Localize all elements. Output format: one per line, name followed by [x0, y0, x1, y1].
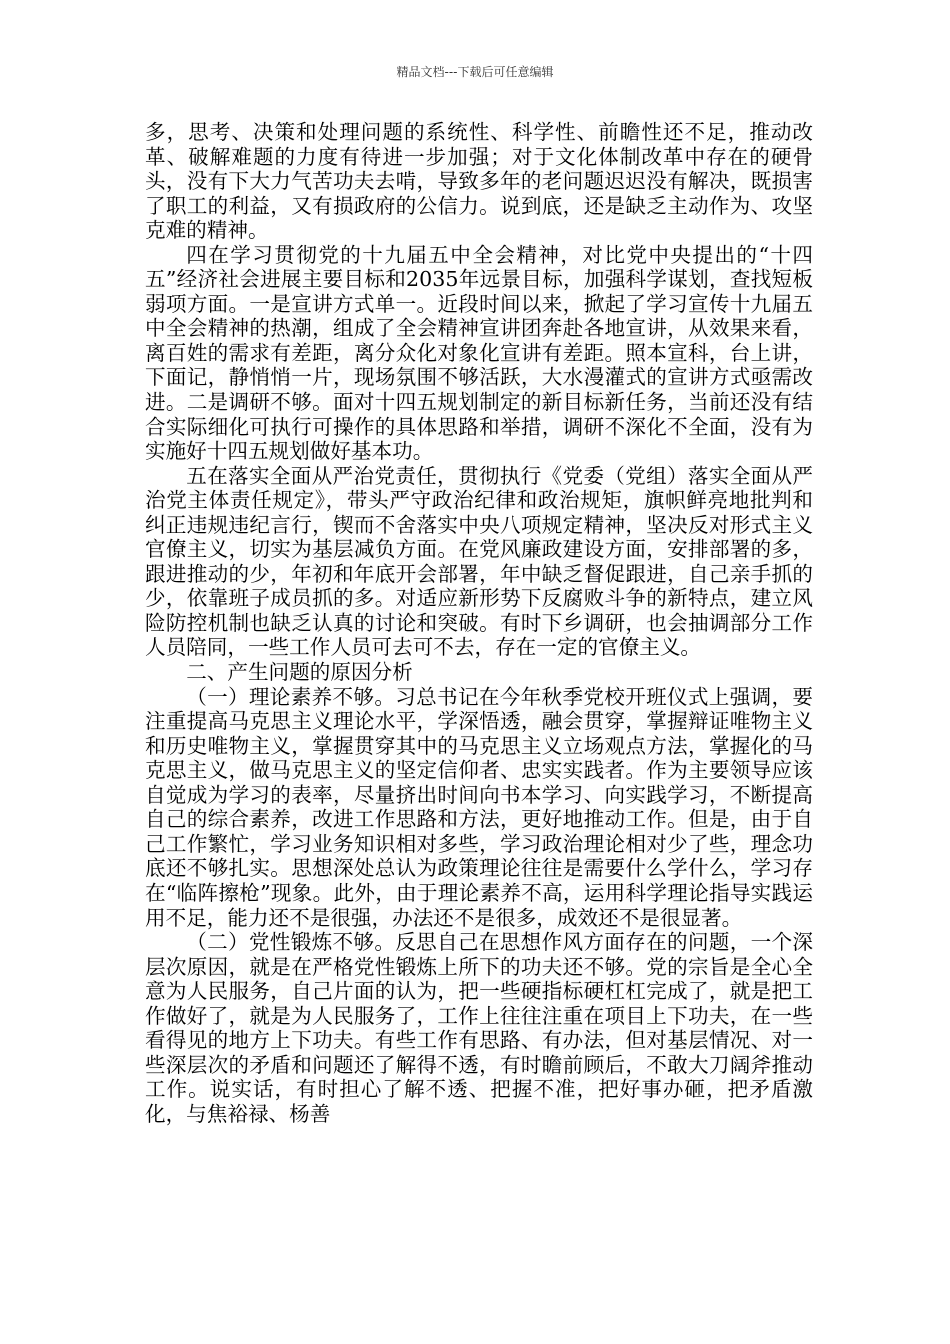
- paragraph-section-five: 五在落实全面从严治党责任，贯彻执行《党委（党组）落实全面从严治党主体责任规定》，带头严守政治纪律和政治规矩，旗帜鲜亮地批判和纠正违规违纪言行，锲而不舍落实中央八项规定精神，坚决反对形式主义官僚主义，切实为基层减负方面。在党风廉政建设方面，安排部署的多，跟进推动的少，年初和年底开会部署，年中缺乏督促跟进，自己亲手抓的少，依靠班子成员抓的多。对适应新形势下反腐败斗争的新特点，建立风险防控机制也缺乏认真的讨论和突破。有时下乡调研，也会抽调部分工作人员陪同，一些工作人员可去可不去，存在一定的官僚主义。: [145, 463, 813, 660]
- section-heading-causes: 二、产生问题的原因分析: [186, 660, 413, 685]
- page-header: 精品文档---下载后可任意编辑: [396, 65, 554, 79]
- paragraph-party-spirit: （二）党性锻炼不够。反思自己在思想作风方面存在的问题，一个深层次原因，就是在严格党性锻炼上所下的功夫还不够。党的宗旨是全心全意为人民服务，自己片面的认为，把一些硬指标硬杠杠完成了，就是把工作做好了，就是为人民服务了，工作上往往注重在项目上下功夫，在一些看得见的地方上下功夫。有些工作有思路、有办法，但对基层情况、对一些深层次的矛盾和问题还了解得不透，有时瞻前顾后，不敢大刀阔斧推动工作。说实话，有时担心了解不透、把握不准，把好事办砸，把矛盾激化，与焦裕禄、杨善: [145, 930, 813, 1126]
- paragraph-theory: （一）理论素养不够。习总书记在今年秋季党校开班仪式上强调，要注重提高马克思主义理论水平，学深悟透，融会贯穿，掌握辩证唯物主义和历史唯物主义，掌握贯穿其中的马克思主义立场观点方法，掌握化的马克思主义，做马克思主义的坚定信仰者、忠实实践者。作为主要领导应该自觉成为学习的表率，尽量挤出时间向书本学习、向实践学习，不断提高自己的综合素养，改进工作思路和方法，更好地推动工作。但是，由于自己工作繁忙，学习业务知识相对多些，学习政治理论相对少了些，理念功底还不够扎实。思想深处总认为政策理论往往是需要什么学什么，学习存在“临阵擦枪”现象。此外，由于理论素养不高，运用科学理论指导实践运用不足，能力还不是很强，办法还不是很多，成效还不是很显著。: [145, 684, 813, 930]
- paragraph-continuation: 多，思考、决策和处理问题的系统性、科学性、前瞻性还不足，推动改革、破解难题的力度有待进一步加强；对于文化体制改革中存在的硬骨头，没有下大力气苦功夫去啃，导致多年的老问题迟迟没有解决，既损害了职工的利益，又有损政府的公信力。说到底，还是缺乏主动作为、攻坚克难的精神。: [145, 120, 813, 243]
- document-body: [145, 120, 813, 1126]
- paragraph-section-four: 四在学习贯彻党的十九届五中全会精神，对比党中央提出的“十四五”经济社会进展主要目标和2035年远景目标，加强科学谋划，查找短板弱项方面。一是宣讲方式单一。近段时间以来，掀起了学习宣传十九届五中全会精神的热潮，组成了全会精神宣讲团奔赴各地宣讲，从效果来看，离百姓的需求有差距，离分众化对象化宣讲有差距。照本宣科，台上讲，下面记，静悄悄一片，现场氛围不够活跃，大水漫灌式的宣讲方式亟需改进。二是调研不够。面对十四五规划制定的新目标新任务，当前还没有结合实际细化可执行可操作的具体思路和举措，调研不深化不全面，没有为实施好十四五规划做好基本功。: [145, 242, 813, 464]
